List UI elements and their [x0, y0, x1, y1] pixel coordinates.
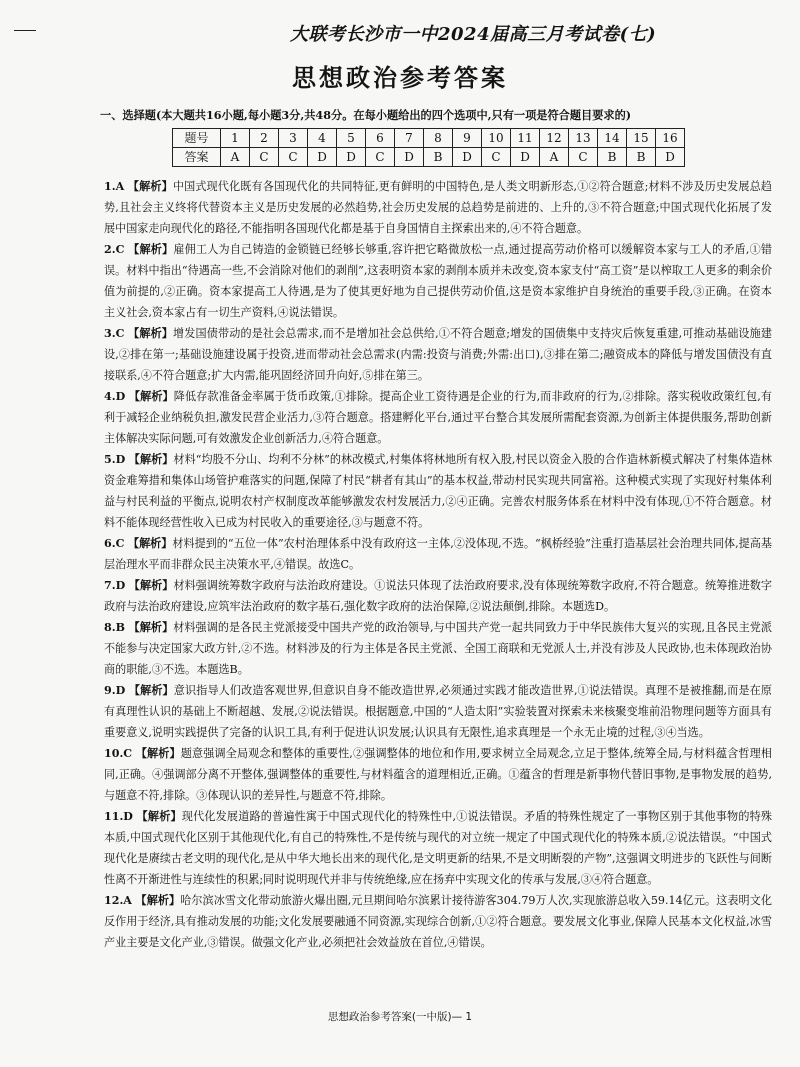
item-text: 意识指导人们改造客观世界,但意识自身不能改造世界,必须通过实践才能改造世界,①说法错误。真理不是被推翻,而是在原有真理性认识的基础上不断超越、发展,②说法错误。根据题意,中国的“人造太阳”实验装置对探索未来核聚变堆前沿物理问题等方面具有重要意义,说明实践提供了完备的认识工具,有利于促进认识发展;认识具有无限性,追求真理是一个永无止境的过程,③④当选。	[104, 684, 772, 739]
item-tag: 【解析】	[128, 453, 174, 466]
item-number: 2.C	[104, 243, 125, 256]
answer-cell: D	[308, 148, 337, 167]
explanation-item	[104, 617, 772, 680]
explanation-item	[104, 239, 772, 323]
explanation-item	[104, 176, 772, 239]
answer-cell: C	[569, 148, 598, 167]
item-text: 材料提到的“五位一体”农村治理体系中没有政府这一主体,②没体现,不选。“枫桥经验”注重打造基层社会治理共同体,提高基层治理水平而非群众民主决策水平,④错误。故选C。	[104, 537, 772, 571]
row-label-question: 题号	[173, 129, 221, 148]
item-tag: 【解析】	[128, 327, 174, 340]
question-number: 15	[627, 129, 656, 148]
explanation-item	[104, 323, 772, 386]
item-tag: 【解析】	[128, 621, 174, 634]
question-number: 8	[424, 129, 453, 148]
question-number: 9	[453, 129, 482, 148]
answer-cell: D	[395, 148, 424, 167]
item-number: 10.C	[104, 747, 133, 760]
answer-cell: A	[221, 148, 250, 167]
item-number: 1.A	[104, 180, 125, 193]
item-number: 6.C	[104, 537, 125, 550]
item-tag: 【解析】	[135, 894, 181, 907]
question-number: 3	[279, 129, 308, 148]
item-tag: 【解析】	[128, 390, 174, 403]
question-number: 16	[656, 129, 685, 148]
row-label-answer: 答案	[173, 148, 221, 167]
answer-cell: D	[656, 148, 685, 167]
margin-dash	[14, 30, 36, 31]
question-number: 4	[308, 129, 337, 148]
answer-row	[173, 148, 685, 167]
answer-cell: D	[337, 148, 366, 167]
question-number: 13	[569, 129, 598, 148]
question-number: 2	[250, 129, 279, 148]
question-number: 5	[337, 129, 366, 148]
explanation-item	[104, 386, 772, 449]
item-text: 中国式现代化既有各国现代化的共同特征,更有鲜明的中国特色,是人类文明新形态,①②符合题意;材料不涉及历史发展总趋势,且社会主义终将代替资本主义是历史发展的必然趋势,社会历史发展的总趋势是前进的、上升的,③不符合题意;中国式现代化拓展了发展中国家走向现代化的路径,不能指明各国现代化都是基于自身国情自主探索出来的,④不符合题意。	[104, 180, 772, 235]
item-number: 8.B	[104, 621, 125, 634]
item-tag: 【解析】	[136, 810, 182, 823]
item-number: 5.D	[104, 453, 126, 466]
explanation-item	[104, 890, 772, 953]
explanation-item	[104, 806, 772, 890]
item-text: 雇佣工人为自己铸造的金锁链已经够长够重,容许把它略微放松一点,通过提高劳动价格可以缓解资本家与工人的矛盾,①错误。材料中指出“待遇高一些,不会消除对他们的剥削”,这表明资本家的剥削本质并未改变,资本家支付“高工资”是以榨取工人更多的剩余价值为前提的,②正确。资本家提高工人待遇,是为了使其更好地为自己提供劳动价值,这是资本家维护自身统治的重要手段,③正确。在资本主义社会,资本家占有一切生产资料,④说法错误。	[104, 243, 772, 319]
item-text: 材料强调统筹数字政府与法治政府建设。①说法只体现了法治政府要求,没有体现统筹数字政府,不符合题意。统筹推进数字政府与法治政府建设,应筑牢法治政府的数字基石,强化数字政府的法治保障,②说法颠倒,排除。本题选D。	[104, 579, 772, 613]
item-text: 材料强调的是各民主党派接受中国共产党的政治领导,与中国共产党一起共同致力于中华民族伟大复兴的实现,且各民主党派不能参与决定国家大政方针,②不选。材料涉及的行为主体是各民主党派、全国工商联和无党派人士,并没有涉及人民政协,也未体现政治协商的职能,③不选。本题选B。	[104, 621, 772, 676]
answer-cell: B	[598, 148, 627, 167]
exam-header: 大联考长沙市一中2024届高三月考试卷(七)	[290, 24, 657, 45]
question-number: 1	[221, 129, 250, 148]
item-number: 9.D	[104, 684, 126, 697]
page-footer: 思想政治参考答案(一中版)— 1	[327, 1011, 473, 1023]
answer-cell: B	[627, 148, 656, 167]
page-title: 思想政治参考答案	[292, 64, 508, 92]
item-text: 降低存款准备金率属于货币政策,①排除。提高企业工资待遇是企业的行为,而非政府的行为,②排除。落实税收政策红包,有利于减轻企业纳税负担,激发民营企业活力,③符合题意。搭建孵化平台,通过平台整合其发展所需配套资源,为创新主体提供服务,帮助创新主体解决实际问题,可有效激发企业创新活力,④符合题意。	[104, 390, 772, 445]
explanation-item	[104, 680, 772, 743]
item-number: 3.C	[104, 327, 125, 340]
item-number: 12.A	[104, 894, 132, 907]
explanation-item	[104, 533, 772, 575]
item-number: 7.D	[104, 579, 126, 592]
answer-cell: A	[540, 148, 569, 167]
item-text: 题意强调全局观念和整体的重要性,②强调整体的地位和作用,要求树立全局观念,立足于整体,统筹全局,与材料蕴含哲理相同,正确。④强调部分离不开整体,强调整体的重要性,与材料蕴含的道理相近,正确。①蕴含的哲理是新事物代替旧事物,是事物发展的趋势,与题意不符,排除。③体现认识的差异性,与题意不符,排除。	[104, 747, 772, 802]
explanation-item	[104, 743, 772, 806]
item-number: 11.D	[104, 810, 133, 823]
question-number-row	[173, 129, 685, 148]
item-tag: 【解析】	[135, 747, 181, 760]
question-number: 6	[366, 129, 395, 148]
question-number: 10	[482, 129, 511, 148]
answer-cell: D	[511, 148, 540, 167]
question-number: 11	[511, 129, 540, 148]
answer-cell: C	[250, 148, 279, 167]
answer-table	[172, 128, 685, 167]
item-tag: 【解析】	[127, 180, 173, 193]
item-tag: 【解析】	[128, 684, 174, 697]
answer-cell: B	[424, 148, 453, 167]
answer-cell: C	[482, 148, 511, 167]
item-tag: 【解析】	[127, 537, 173, 550]
item-text: 现代化发展道路的普遍性寓于中国式现代化的特殊性中,①说法错误。矛盾的特殊性规定了一事物区别于其他事物的特殊本质,中国式现代化区别于其他现代化,有自己的特殊性,不是传统与现代的对立统一规定了中国式现代化的特殊本质,②说法错误。“中国式现代化是赓续古老文明的现代化,是从中华大地长出来的现代化,是文明更新的结果,不是文明断裂的产物”,这强调文明进步的飞跃性与间断性离不开渐进性与连续性的积累;同时说明现代并非与传统绝缘,应在扬弃中实现文化的传承与发展,③④符合题意。	[104, 810, 772, 886]
section-heading: 一、选择题(本大题共16小题,每小题3分,共48分。在每小题给出的四个选项中,只有一项是符合题目要求的)	[100, 108, 632, 122]
item-tag: 【解析】	[128, 579, 174, 592]
answer-cell: C	[366, 148, 395, 167]
item-text: 材料“均股不分山、均利不分林”的林改模式,村集体将林地所有权入股,村民以资金入股的合作造林新模式解决了村集体造林资金难筹措和集体山场管护难落实的问题,保障了村民“耕者有其山”的基本权益,带动村民实现共同富裕。这种模式实现了实现好村集体利益与村民利益的平衡点,说明农村产权制度改革能够激发农村发展活力,②④正确。完善农村服务体系在材料中没有体现,①不符合题意。材料不能体现经营性收入已成为村民收入的重要途径,③与题意不符。	[104, 453, 772, 529]
item-text: 哈尔滨冰雪文化带动旅游火爆出圈,元旦期间哈尔滨累计接待游客304.79万人次,实现旅游总收入59.14亿元。这表明文化反作用于经济,具有推动发展的功能;文化发展要融通不同资源,实现综合创新,①②符合题意。要发展文化事业,保障人民基本文化权益,冰雪产业主要是文化产业,③错误。做强文化产业,必须把社会效益放在首位,④错误。	[104, 894, 772, 949]
explanation-list	[104, 176, 772, 953]
question-number: 7	[395, 129, 424, 148]
answer-cell: D	[453, 148, 482, 167]
question-number: 14	[598, 129, 627, 148]
answer-cell: C	[279, 148, 308, 167]
explanation-item	[104, 575, 772, 617]
item-number: 4.D	[104, 390, 126, 403]
explanation-item	[104, 449, 772, 533]
item-tag: 【解析】	[128, 243, 174, 256]
question-number: 12	[540, 129, 569, 148]
item-text: 增发国债带动的是社会总需求,而不是增加社会总供给,①不符合题意;增发的国债集中支持灾后恢复重建,可推动基础设施建设,②排在第一;基础设施建设属于投资,进而带动社会总需求(内需:投资与消费;外需:出口),③排在第二;融资成本的降低与增发国债没有直接联系,④不符合题意;扩大内需,能巩固经济回升向好,⑤排在第三。	[104, 327, 772, 382]
